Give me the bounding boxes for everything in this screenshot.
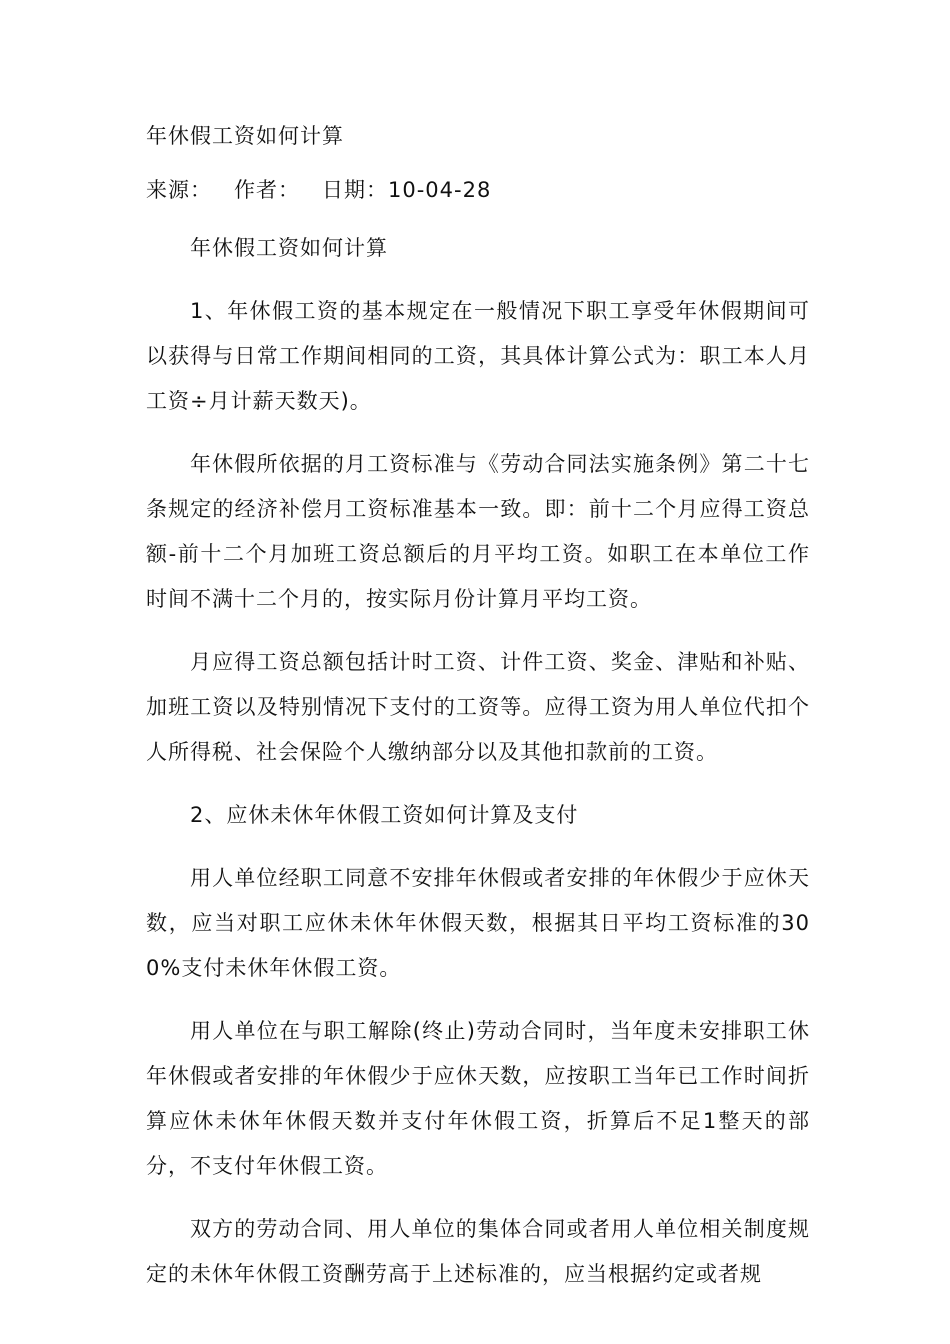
document-title: 年休假工资如何计算 bbox=[146, 124, 344, 148]
author-label: 作者： bbox=[234, 178, 300, 202]
paragraph: 用人单位在与职工解除(终止)劳动合同时，当年度未安排职工休年休假或者安排的年休假少于应休天数，应按职工当年已工作时间折算应休未休年休假天数并支付年休假工资，折算后不足1整天的部分，不支付年休假工资。 bbox=[146, 1019, 810, 1178]
paragraph: 年休假所依据的月工资标准与《劳动合同法实施条例》第二十七条规定的经济补偿月工资标准基本一致。即：前十二个月应得工资总额-前十二个月加班工资总额后的月平均工资。如职工在本单位工作时间不满十二个月的，按实际月份计算月平均工资。 bbox=[146, 452, 810, 611]
paragraph: 用人单位经职工同意不安排年休假或者安排的年休假少于应休天数，应当对职工应休未休年休假天数，根据其日平均工资标准的300%支付未休年休假工资。 bbox=[146, 866, 810, 980]
paragraph: 双方的劳动合同、用人单位的集体合同或者用人单位相关制度规定的未休年休假工资酬劳高于上述标准的，应当根据约定或者规 bbox=[146, 1217, 810, 1286]
source-label: 来源： bbox=[146, 178, 212, 202]
date-label: 日期：10-04-28 bbox=[322, 178, 492, 202]
section-heading: 2、应休未休年休假工资如何计算及支付 bbox=[190, 803, 579, 827]
section-heading: 年休假工资如何计算 bbox=[190, 236, 388, 260]
paragraph: 1、年休假工资的基本规定在一般情况下职工享受年休假期间可以获得与日常工作期间相同的工资，其具体计算公式为：职工本人月工资÷月计薪天数天)。 bbox=[146, 299, 810, 413]
document-meta bbox=[146, 172, 491, 208]
paragraph: 月应得工资总额包括计时工资、计件工资、奖金、津贴和补贴、加班工资以及特别情况下支付的工资等。应得工资为用人单位代扣个人所得税、社会保险个人缴纳部分以及其他扣款前的工资。 bbox=[146, 650, 810, 764]
document-body bbox=[146, 226, 810, 1315]
